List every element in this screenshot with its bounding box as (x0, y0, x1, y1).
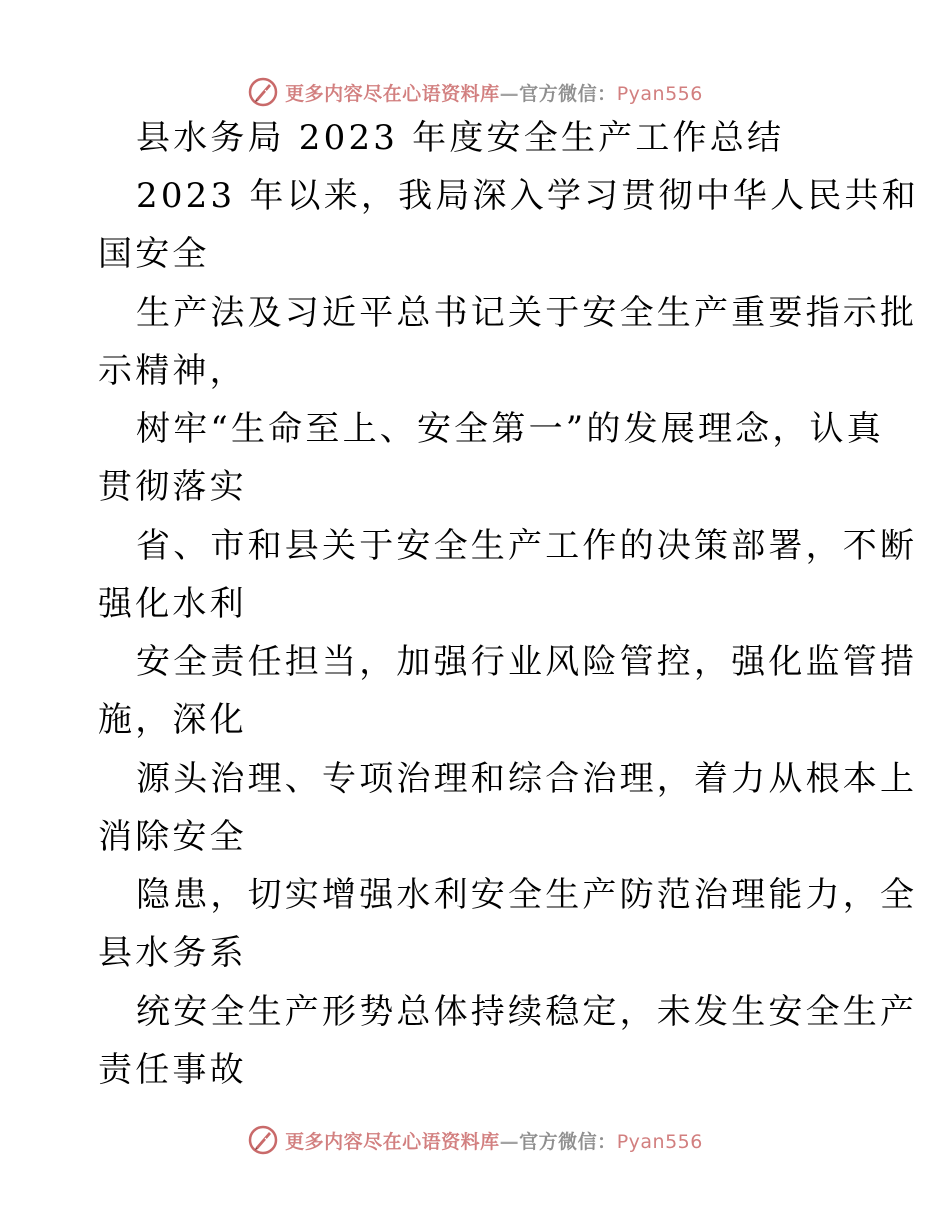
document-title: 县水务局 2023 年度安全生产工作总结 (136, 118, 785, 158)
watermark-footer (0, 1120, 950, 1160)
quill-pen-seal-icon (247, 1124, 279, 1156)
body-line: 消除安全 (98, 817, 247, 857)
body-line: 统安全生产形势总体持续稳定，未发生安全生产 (136, 992, 918, 1032)
body-line: 2023 年以来，我局深入学习贯彻中华人民共和 (136, 176, 919, 216)
body-line: 强化水利 (98, 584, 247, 624)
body-line: 源头治理、专项治理和综合治理，着力从根本上 (136, 759, 918, 799)
watermark-dash: — (499, 82, 520, 105)
body-line: 国安全 (98, 234, 210, 274)
watermark-main-text: 更多内容尽在心语资料库 (285, 82, 500, 105)
body-line: 县水务系 (98, 933, 247, 973)
quill-pen-seal-icon (247, 76, 279, 108)
body-line: 隐患，切实增强水利安全生产防范治理能力，全 (136, 875, 918, 915)
watermark-header (0, 72, 950, 112)
body-line: 责任事故 (98, 1050, 247, 1090)
body-line: 示精神， (98, 351, 247, 391)
watermark-wechat-label: 官方微信： (519, 1130, 617, 1153)
body-line: 贯彻落实 (98, 467, 247, 507)
body-line: 生产法及习近平总书记关于安全生产重要指示批 (136, 293, 918, 333)
watermark-dash: — (499, 1130, 520, 1153)
watermark-wechat-id: Pyan556 (616, 82, 703, 105)
body-line: 省、市和县关于安全生产工作的决策部署，不断 (136, 526, 918, 566)
body-line: 树牢“生命至上、安全第一”的发展理念，认真 (136, 409, 884, 449)
watermark-wechat-id: Pyan556 (616, 1130, 703, 1153)
body-line: 安全责任担当，加强行业风险管控，强化监管措 (136, 642, 918, 682)
body-line: 施，深化 (98, 700, 247, 740)
watermark-wechat-label: 官方微信： (519, 82, 617, 105)
watermark-main-text: 更多内容尽在心语资料库 (285, 1130, 500, 1153)
